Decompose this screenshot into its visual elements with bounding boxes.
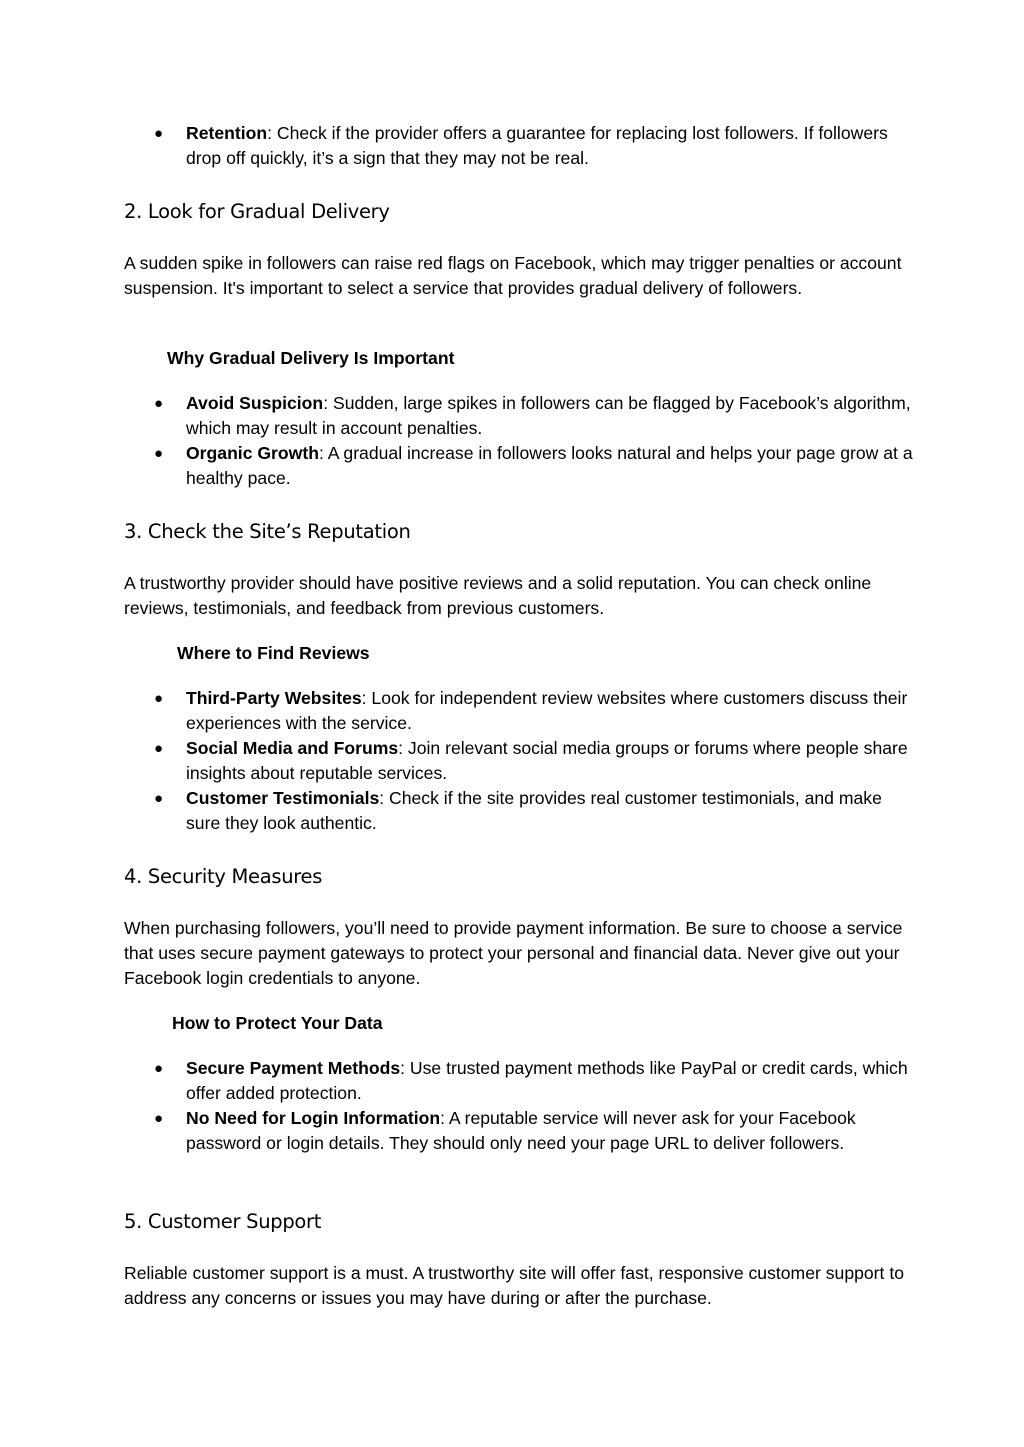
list-item-text: : Look for independent review websites where customers discuss their experiences with the service. xyxy=(186,688,908,733)
list-item xyxy=(154,1106,914,1156)
list-item-text: : Check if the site provides real customer testimonials, and make sure they look authentic. xyxy=(186,788,882,833)
section-heading-gradual-delivery: 2. Look for Gradual Delivery xyxy=(124,200,390,223)
list-item-term: Secure Payment Methods xyxy=(186,1058,401,1078)
bullet-icon: ● xyxy=(154,740,164,757)
list-item-text: : Sudden, large spikes in followers can be flagged by Facebook’s algorithm, which may result in account penalties. xyxy=(186,393,911,438)
protect-data-list xyxy=(154,1056,914,1156)
list-item xyxy=(154,1056,914,1106)
list-item xyxy=(154,786,914,836)
bullet-icon: ● xyxy=(154,1110,164,1127)
bullet-icon: ● xyxy=(154,125,164,142)
bullet-icon: ● xyxy=(154,445,164,462)
section-paragraph-security: When purchasing followers, you’ll need to provide payment information. Be sure to choose a service that uses secure payment gateways to protect your personal and financial data. Never give out your Facebook login credentials to anyone. xyxy=(124,918,903,988)
section-heading-reputation: 3. Check the Site’s Reputation xyxy=(124,520,411,543)
subheading-protect-data: How to Protect Your Data xyxy=(172,1013,383,1033)
list-item xyxy=(154,686,914,736)
list-item-term: Third-Party Websites xyxy=(186,688,362,708)
section-heading-security: 4. Security Measures xyxy=(124,865,323,888)
gradual-delivery-list xyxy=(154,391,914,491)
section-paragraph-reputation: A trustworthy provider should have positive reviews and a solid reputation. You can check online reviews, testimonials, and feedback from previous customers. xyxy=(124,573,872,618)
subheading-where-reviews: Where to Find Reviews xyxy=(177,643,370,663)
list-item xyxy=(154,736,914,786)
list-item-term: No Need for Login Information xyxy=(186,1108,441,1128)
list-item-text: : A reputable service will never ask for your Facebook password or login details. They should only need your page URL to deliver followers. xyxy=(186,1108,856,1153)
list-item-text: : A gradual increase in followers looks natural and helps your page grow at a healthy pace. xyxy=(186,443,913,488)
list-item-term: Avoid Suspicion xyxy=(186,393,324,413)
list-item-term: Customer Testimonials xyxy=(186,788,380,808)
list-item-term: Social Media and Forums xyxy=(186,738,399,758)
subheading-why-gradual: Why Gradual Delivery Is Important xyxy=(167,348,455,368)
list-item-term: Retention xyxy=(186,123,268,143)
retention-list xyxy=(154,121,914,171)
list-item xyxy=(154,121,914,171)
list-item-text: : Check if the provider offers a guarantee for replacing lost followers. If followers drop off quickly, it’s a sign that they may not be real. xyxy=(186,123,888,168)
list-item-term: Organic Growth xyxy=(186,443,319,463)
bullet-icon: ● xyxy=(154,395,164,412)
bullet-icon: ● xyxy=(154,1060,164,1077)
list-item-text: : Join relevant social media groups or forums where people share insights about reputable services. xyxy=(186,738,908,783)
list-item xyxy=(154,391,914,441)
section-heading-support: 5. Customer Support xyxy=(124,1210,322,1233)
bullet-icon: ● xyxy=(154,690,164,707)
bullet-icon: ● xyxy=(154,790,164,807)
reviews-list xyxy=(154,686,914,836)
section-paragraph-gradual-delivery: A sudden spike in followers can raise red flags on Facebook, which may trigger penalties or account suspension. It's important to select a service that provides gradual delivery of followers. xyxy=(124,253,902,298)
list-item xyxy=(154,441,914,491)
list-item-text: : Use trusted payment methods like PayPal or credit cards, which offer added protection. xyxy=(186,1058,908,1103)
section-paragraph-support: Reliable customer support is a must. A trustworthy site will offer fast, responsive customer support to address any concerns or issues you may have during or after the purchase. xyxy=(124,1263,904,1308)
